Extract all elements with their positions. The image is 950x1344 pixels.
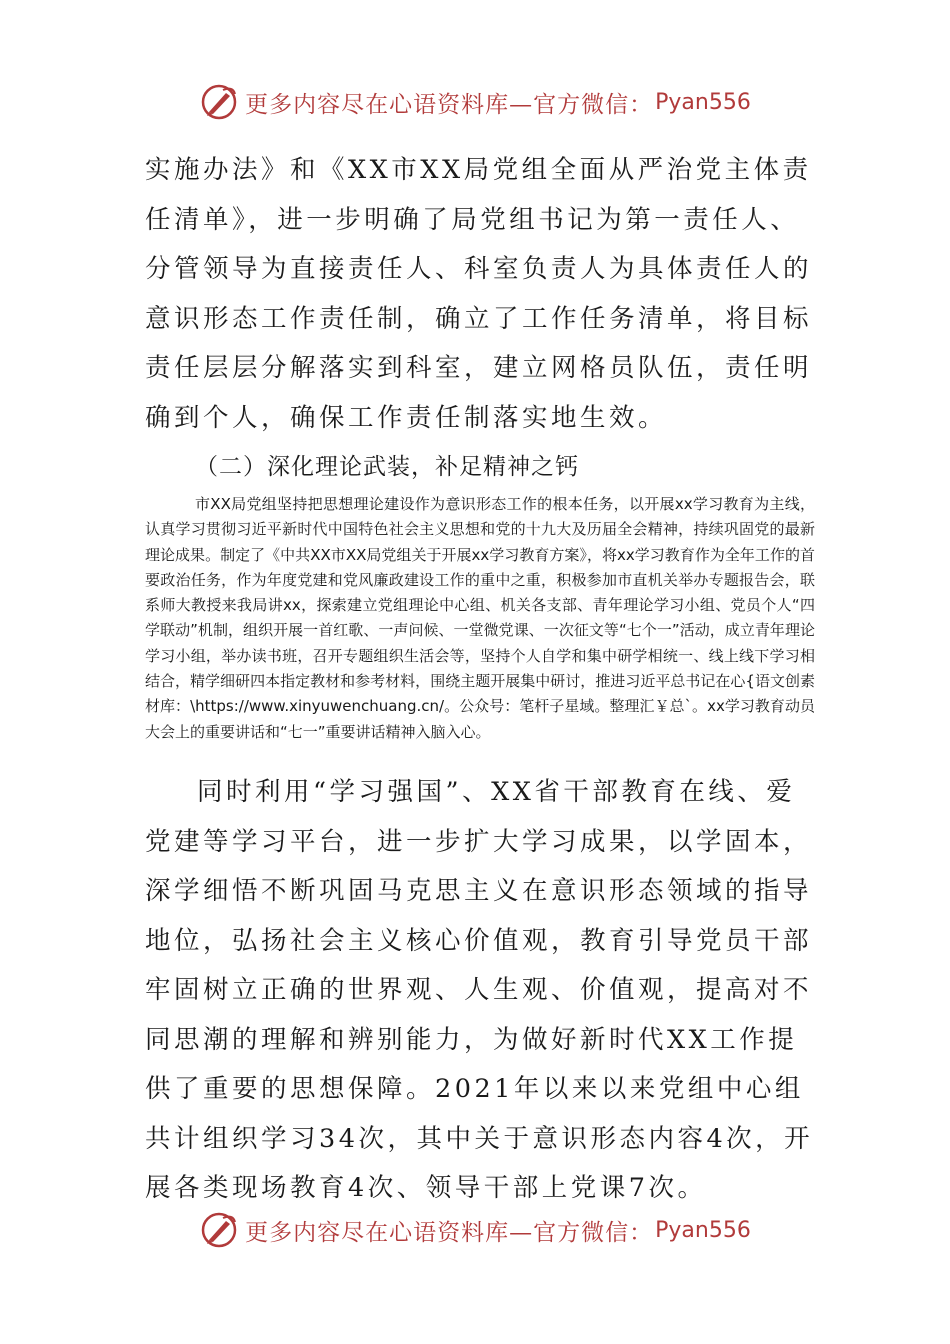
header-wechat-id: Pyan556	[655, 89, 751, 115]
header-banner	[0, 78, 950, 126]
small-paragraph: 市XX局党组坚持把思想理论建设作为意识形态工作的根本任务，以开展xx学习教育为主线，认真学习贯彻习近平新时代中国特色社会主义思想和党的十九大及历届全会精神，持续巩固党的最新理论成果。制定了《中共XX市XX局党组关于开展xx学习教育方案》，将xx学习教育作为全年工作的首要政治任务，作为年度党建和党风廉政建设工作的重中之重，积极参加市直机关举办专题报告会，联系师大教授来我局讲xx，探索建立党组理论中心组、机关各支部、青年理论学习小组、党员个人“四学联动”机制，组织开展一首红歌、一声问候、一堂微党课、一次征文等“七个一”活动，成立青年理论学习小组，举办读书班，召开专题组织生活会等，坚持个人自学和集中研学相统一、线上线下学习相结合，精学细研四本指定教材和参考材料，围绕主题开展集中研讨，推进习近平总书记在心{语文创素材库：\https://www.xinyuwenchuang.cn/。公众号：笔杆子星域。整理汇￥总`。xx学习教育动员大会上的重要讲话和“七一”重要讲话精神入脑入心。	[145, 495, 815, 741]
header-banner-text: 更多内容尽在心语资料库—官方微信：	[245, 91, 654, 118]
footer-wechat-id: Pyan556	[655, 1217, 751, 1243]
section-heading: （二）深化理论武装，补足精神之钙	[195, 454, 579, 480]
body-paragraph-bottom	[145, 768, 815, 1214]
footer-banner-text: 更多内容尽在心语资料库—官方微信：	[245, 1219, 654, 1246]
body-paragraph-top	[145, 146, 815, 443]
pen-circle-logo-icon	[199, 82, 239, 122]
body-text-bottom: 同时利用“学习强国”、XX省干部教育在线、爱党建等学习平台，进一步扩大学习成果，以学固本，深学细悟不断巩固马克思主义在意识形态领域的指导地位，弘扬社会主义核心价值观，教育引导党员干部牢固树立正确的世界观、人生观、价值观，提高对不同思潮的理解和辨别能力，为做好新时代XX工作提供了重要的思想保障。2021年以来以来党组中心组共计组织学习34次，其中关于意识形态内容4次，开展各类现场教育4次、领导干部上党课7次。	[145, 777, 814, 1203]
pen-circle-logo-icon	[199, 1210, 239, 1250]
footer-banner	[0, 1206, 950, 1254]
body-text-top: 实施办法》和《XX市XX局党组全面从严治党主体责任清单》，进一步明确了局党组书记为第一责任人、分管领导为直接责任人、科室负责人为具体责任人的意识形态工作责任制，确立了工作任务清单，将目标责任层层分解落实到科室，建立网格员队伍，责任明确到个人，确保工作责任制落实地生效。	[145, 155, 813, 433]
